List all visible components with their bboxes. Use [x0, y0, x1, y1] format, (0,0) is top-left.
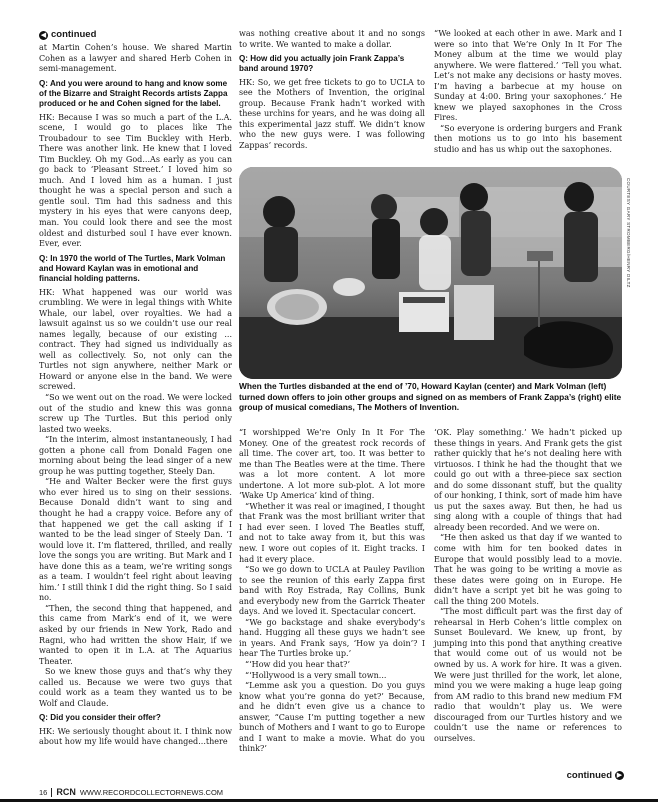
- body-paragraph: ‘OK. Play something.’ We hadn’t picked up these things in years. And Frank gets the gist rather quickly that he’s not dealing here with virtuosos. I think he had the thought that we could go out with a three-piece sax section and do some dissonant stuff, but the quality of our honking, I think, sort of made him have us put the saxes away. But then, he had us sing along with a couple of things that had already been recorded. And we were on.: [434, 428, 622, 532]
- question-heading: Q: In 1970 the world of The Turtles, Mark Volman and Howard Kaylan was in emotional and financial holding patterns.: [39, 253, 226, 284]
- body-paragraph: HK: What happened was our world was crumbling. We were in legal things with White Whale, our label, over royalties. We had a lawsuit against us so we couldn’t use our real names legally, because of our existing ... contract. They had signed us individually as well as collectively. So, not only can the Turtles not sign anywhere, neither Mark or Howard or anyone else in the band. We were screwed.: [39, 287, 232, 392]
- body-paragraph: HK: We seriously thought about it. I think now about how my life would have changed...there: [39, 726, 232, 747]
- question-heading: Q: How did you actually join Frank Zappa’s band around 1970?: [239, 54, 405, 74]
- body-paragraph: “I worshipped We’re Only In It For The Money. One of the greatest rock records of all time. The cover art, too. It was better to me than The Beatles were at the time. There was a lot more content. A lot more undertone. A lot more sub-plot. A lot more ‘Wake Up America’ kind of thing.: [239, 428, 425, 501]
- band-photo: [239, 167, 622, 379]
- body-paragraph: “So we went out on the road. We were locked out of the studio and knew this was gonna screw up The Turtles. But this period only lasted two weeks.: [39, 393, 232, 434]
- footer-divider: [51, 788, 52, 797]
- body-paragraph: “We looked at each other in awe. Mark and I were so into that We’re Only In It For The Money album at the time we would play anywhere. We were flattered.’ ‘Tell you what. Let’s not make any decisions or hasty moves. I’m having a barbecue at my house on Sunday at 4:00. Bring your saxophones.’ He knew we played saxophones in the Cross Fires.: [434, 29, 622, 123]
- body-paragraph: “The most difficult part was the first day of rehearsal in Herb Cohen’s little complex on Sunset Boulevard. We knew, up front, by jumping into this pond that anything creative that would come out of us would not be owned by us. A work for hire. It was a given. We were just thrilled for the work, let alone, mind you we were making a huge leap going from AM radio to this brand new medium FM radio that wouldn’t play us. We were discouraged from our Turtles history and we couldn’t use the name or references to ourselves.: [434, 607, 622, 743]
- body-paragraph: HK: Because I was so much a part of the L.A. scene, I would go to places like The Troubadour to see Tim Buckley with Herb. There was another link. He knew that I loved Tim Buckley. Oh my God...As early as you can go back to ‘Pleasant Street.’ I loved him so much. And I loved him as a human. I just thought he was a special person and such a gentle soul. Tim had this sadness and this mystery in his eyes that were canyons deep, man. You could look there and see the most oldest and disturbed soul I have ever known. Ever, ever.: [39, 112, 232, 249]
- body-paragraph: “He then asked us that day if we wanted to come with him for ten booked dates in Europe that would possibly lead to a movie. That he was going to be writing a movie as these dates were going on in Europe. He didn’t have a script yet bit he was going to call the thing 200 Motels.: [434, 533, 622, 606]
- photo-caption: When the Turtles disbanded at the end of ’70, Howard Kaylan (center) and Mark Volman (left) turned down offers to join other groups and signed on as members of Frank Zappa’s (right) elite group of musical comedians, The Mothers of Invention.: [239, 381, 622, 413]
- body-paragraph: “Whether it was real or imagined, I thought that Frank was the most brilliant writer that I had ever seen. I loved The Beatles stuff, and not to take away from it, but this was new. I wore out copies of it. Eight tracks. I had it every place.: [239, 501, 425, 564]
- continued-label: continued: [51, 29, 97, 40]
- column-1-body: [39, 43, 232, 748]
- column-3-top: [434, 29, 622, 156]
- body-paragraph: “We go backstage and shake everybody’s hand. Hugging all these guys we hadn’t see in years. And Frank says, ‘How ya doin’? I hear The Turtles broke up.’: [239, 617, 425, 659]
- body-paragraph: “So everyone is ordering burgers and Frank then motions us to go into his basement studio and has us whip out the saxophones.: [434, 123, 622, 155]
- body-paragraph: “‘Hollywood is a very small town...: [245, 670, 387, 680]
- body-paragraph: HK: So, we get free tickets to go to UCLA to see the Mothers of Invention, the original group. Because Frank hadn’t worked with these urchins for years, and he was doing all this experimental jazz stuff. We didn’t know who the new guys were. I was following Zappas’ records.: [239, 77, 425, 150]
- continued-header: [39, 29, 232, 41]
- body-paragraph: “So we go down to UCLA at Pauley Pavilion to see the reunion of this early Zappa first band with Roy Estrada, Ray Collins, Bunk and everybody new from the Garrick Theater days. And we loved it. Spectacular concert.: [239, 565, 425, 617]
- question-heading: Q: Did you consider their offer?: [39, 713, 161, 723]
- body-paragraph: “Then, the second thing that happened, and this came from Mark’s end of it, we were asked by our friends in New York, Rado and Ragni, who had written the show Hair, if we wanted to open it in L.A. at The Aquarius Theater.: [39, 603, 232, 666]
- arrow-right-icon: ▶: [616, 771, 623, 779]
- column-1: [39, 29, 232, 748]
- column-2-top: [239, 29, 425, 152]
- body-paragraph: “In the interim, almost instantaneously, I had gotten a phone call from Donald Fagen one morning about being the lead singer of a new group he was putting together, Steely Dan.: [39, 435, 232, 476]
- page-number: 16: [39, 787, 48, 797]
- continued-footer[interactable]: [529, 770, 624, 781]
- body-paragraph: at Martin Cohen’s house. We shared Martin Cohen as a lawyer and shared Herb Cohen in semi-management.: [39, 43, 232, 74]
- photo-credit: COURTESY GARY STROMBERG/HENRY DILTZ: [626, 178, 631, 288]
- page-footer: [39, 786, 223, 798]
- body-paragraph: “He and Walter Becker were the first guys who ever hired us to sing on their sessions. Because Donald didn’t want to sing and thought he had a crappy voice. Before any of that happened we get the call asking if I wanted to be the lead singer of Steely Dan. ‘I would love it. I’m flattered, thrilled, and really love the songs you are writing. But Mark and I have done this as a team, we’re writing songs as a team. I wouldn’t feel right about leaving him.’ I still think I did the right thing. So I said no.: [39, 477, 232, 603]
- band-photo-image: [239, 167, 622, 379]
- magazine-url: WWW.RECORDCOLLECTORNEWS.COM: [79, 787, 224, 797]
- body-paragraph: “‘How did you hear that?’: [245, 660, 351, 670]
- column-3-bottom: [434, 428, 622, 744]
- body-paragraph: was nothing creative about it and no songs to write. We wanted to make a dollar.: [239, 29, 425, 49]
- magazine-name: RCN: [56, 787, 76, 797]
- arrow-left-icon: ◀: [40, 30, 47, 39]
- continued-footer-label: continued: [566, 770, 612, 781]
- column-2-bottom: [239, 428, 425, 755]
- body-paragraph: “Lemme ask you a question. Do you guys know what you’re gonna do yet?’ Because, and he didn’t even give us a chance to answer, “Cause I’m putting together a new bunch of Mothers and I want to go to Europe and I want to make a movie. What do you think?’: [239, 681, 425, 754]
- body-paragraph: So we knew those guys and that’s why they called us. Because we were two guys that could work as a team they wanted us to be Wolf and Claude.: [39, 667, 232, 708]
- question-heading: Q: And you were around to hang and know some of the Bizarre and Straight Records artists Zappa produced or he and Cohen signed for the label.: [39, 78, 228, 109]
